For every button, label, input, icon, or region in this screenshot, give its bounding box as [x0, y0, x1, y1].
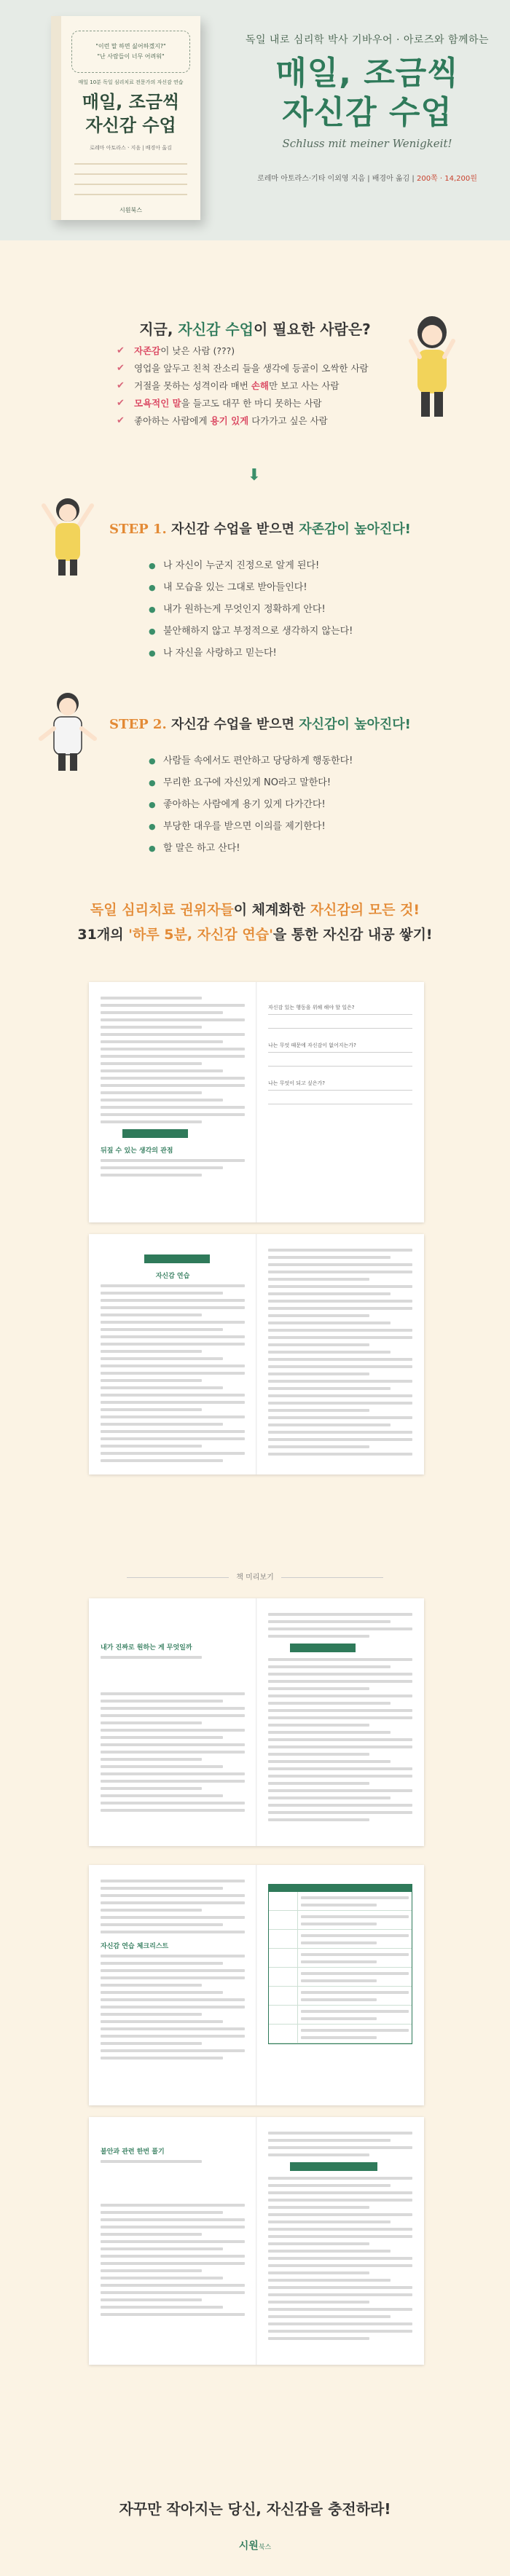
spread-heading: 불안과 관련 한번 풀기 — [101, 2148, 165, 2156]
promo-text: 이 체계화한 — [233, 902, 310, 918]
step2-item: ● 할 말은 하고 산다! — [149, 838, 440, 860]
promo-authority: 독일 심리치료 권위자들 — [90, 902, 234, 918]
cheering-woman-illustration — [35, 491, 101, 578]
step1-list — [149, 555, 440, 664]
spread-question: 나는 무엇 때문에 자신감이 없어지는가? — [268, 1042, 356, 1048]
needs-item — [117, 342, 408, 360]
promo-highlight: 자신감의 모든 것! — [310, 902, 420, 918]
hero-text — [232, 32, 503, 183]
book-spread — [89, 1598, 424, 1846]
step1-item: ● 내가 원하는게 무엇인지 정확하게 안다! — [149, 599, 440, 621]
step2-item: ● 좋아하는 사람에게 용기 있게 다가간다! — [149, 794, 440, 816]
needs-item-emphasis: 모욕적인 말 — [134, 398, 181, 409]
needs-title-post: 이 필요한 사람은? — [254, 321, 371, 338]
spread-page-left — [89, 1865, 256, 2105]
promo-line-2 — [0, 922, 510, 947]
needs-item-text: 거절을 못하는 성격이라 매번 — [134, 380, 251, 391]
needs-item — [117, 412, 408, 430]
spread-question: 나는 무엇이 되고 싶은가? — [268, 1080, 326, 1086]
book-publisher: 시원북스 — [119, 207, 142, 213]
promo-text: 을 통한 자신감 내공 쌓기! — [272, 927, 433, 943]
hero-title-line: 자신감 수업 — [282, 94, 452, 131]
step1-item: ● 내 모습을 있는 그대로 받아들인다! — [149, 577, 440, 599]
needs-item-text: 다가가고 싶은 사람 — [248, 415, 328, 426]
spread-question: 자신감 있는 행동을 위해 해야 할 일은? — [268, 1005, 355, 1010]
needs-item — [117, 360, 408, 377]
book-author: 로레마 아토라스ㆍ지음 | 배경아 옮김 — [90, 145, 172, 151]
step1-item: ● 불안해하지 않고 부정적으로 생각하지 않는다! — [149, 621, 440, 643]
book-spread — [89, 1865, 424, 2105]
spread-page-left — [89, 982, 256, 1222]
book-spread — [89, 2117, 424, 2365]
needs-checklist — [117, 342, 408, 430]
hero-title — [232, 54, 503, 133]
closing-text: 자꾸만 작아지는 당신, 자신감을 충전하라! — [119, 2500, 391, 2518]
needs-item-emphasis: 손해 — [251, 380, 269, 391]
needs-title-highlight: 자신감 수업 — [178, 321, 254, 338]
spread-page-right — [256, 982, 424, 1222]
hero-kicker: 독일 내로 심리학 박사 기바우어 · 아로즈와 함께하는 — [245, 34, 490, 46]
hero-meta-authors: 로레마 아토라스·기타 이외영 지음 | 배경아 옮김 | — [257, 175, 417, 183]
hero-price: 200쪽 · 14,200원 — [416, 175, 477, 183]
spread-heading: 뒤짚 수 있는 생각의 관점 — [101, 1147, 173, 1155]
book-tagline — [71, 31, 190, 73]
promo-text: 31개의 — [77, 927, 129, 943]
spread-page-right — [256, 1865, 424, 2105]
publisher-logo — [229, 2538, 281, 2553]
needs-item-text: 영업을 앞두고 친척 잔소리 들을 생각에 등골이 오싹한 사람 — [134, 363, 369, 374]
needs-item-text: 을 들고도 대꾸 한 마디 못하는 사람 — [181, 398, 322, 409]
book-title-line: 매일, 조금씩 — [82, 92, 180, 112]
book-cover — [51, 16, 200, 220]
promo-line-1 — [0, 898, 510, 922]
checklist-table — [268, 1884, 412, 2044]
needs-item — [117, 395, 408, 412]
spread-page-right — [256, 1598, 424, 1846]
confident-man-illustration — [35, 686, 101, 774]
step1-heading — [109, 519, 474, 538]
spread-page-left — [89, 2117, 256, 2365]
step2-number: STEP 2. — [109, 717, 167, 732]
step2-item: ● 부당한 대우를 받으면 이의를 제기한다! — [149, 816, 440, 838]
book-spread — [89, 1234, 424, 1474]
spread-page-right — [256, 1234, 424, 1474]
hero-meta — [232, 172, 503, 183]
spread-page-right — [256, 2117, 424, 2365]
needs-item-text: 만 보고 사는 사람 — [268, 380, 340, 391]
step1-item: ● 나 자신이 누군지 진정으로 알게 된다! — [149, 555, 440, 577]
book-title-line: 자신감 수업 — [85, 115, 176, 136]
spread-heading: 자신감 연습 체크리스트 — [101, 1943, 169, 1950]
book-subtitle: 매일 10분 독일 심리치료 전문가의 자신감 연습 — [78, 79, 184, 85]
spread-heading: 내가 진짜로 원하는 게 무엇일까 — [101, 1644, 192, 1652]
arrow-down-icon: ⬇ — [247, 466, 262, 484]
step2-item: ● 사람들 속에서도 편안하고 당당하게 행동한다! — [149, 750, 440, 772]
book-tagline-line: "난 사람들이 너무 어려워" — [97, 53, 165, 60]
step1-heading-highlight: 자존감이 높아진다! — [299, 522, 411, 537]
book-illustration — [74, 157, 187, 200]
needs-item-emphasis: 용기 있게 — [210, 415, 249, 426]
needs-item-text: 좋아하는 사람에게 — [134, 415, 211, 426]
publisher-logo-name: 시원 — [238, 2540, 259, 2552]
hero-banner — [0, 0, 510, 240]
needs-item — [117, 377, 408, 395]
spread-page-left — [89, 1598, 256, 1846]
needs-title-pre: 지금, — [139, 321, 178, 338]
step2-heading-pre: 자신감 수업 — [166, 717, 240, 732]
book-tagline-line: "이런 말 하면 싫어하겠지?" — [95, 43, 166, 50]
closing-headline — [0, 2497, 510, 2518]
step1-number: STEP 1. — [109, 522, 167, 537]
step1-heading-pre: 자신감 수업 — [166, 522, 240, 537]
spread-page-left — [89, 1234, 256, 1474]
step2-heading — [109, 714, 474, 733]
step2-heading-highlight: 자신감이 높아진다! — [299, 717, 411, 732]
step1-item: ● 나 자신을 사랑하고 믿는다! — [149, 643, 440, 664]
book-spread — [89, 982, 424, 1222]
promo-highlight: '하루 5분, 자신감 연습' — [128, 927, 273, 943]
step2-item: ● 무리한 요구에 자신있게 NO라고 말한다! — [149, 772, 440, 794]
step2-heading-mid: 을 받으면 — [239, 717, 299, 732]
step2-list — [149, 750, 440, 860]
promo-headline — [0, 898, 510, 947]
hero-original-title: Schluss mit meiner Wenigkeit! — [282, 137, 452, 150]
step1-heading-mid: 을 받으면 — [239, 522, 299, 537]
hero-title-line: 매일, 조금씩 — [275, 55, 459, 92]
book-title — [61, 90, 200, 137]
preview-label: 책 미리보기 — [0, 1571, 510, 1582]
publisher-logo-sub: 북스 — [258, 2544, 272, 2551]
needs-item-emphasis: 자존감 — [134, 345, 161, 356]
worried-woman-illustration — [399, 312, 465, 421]
needs-item-text: 이 낮은 사람 (???) — [160, 345, 235, 356]
spread-heading: 자신감 연습 — [155, 1273, 190, 1280]
